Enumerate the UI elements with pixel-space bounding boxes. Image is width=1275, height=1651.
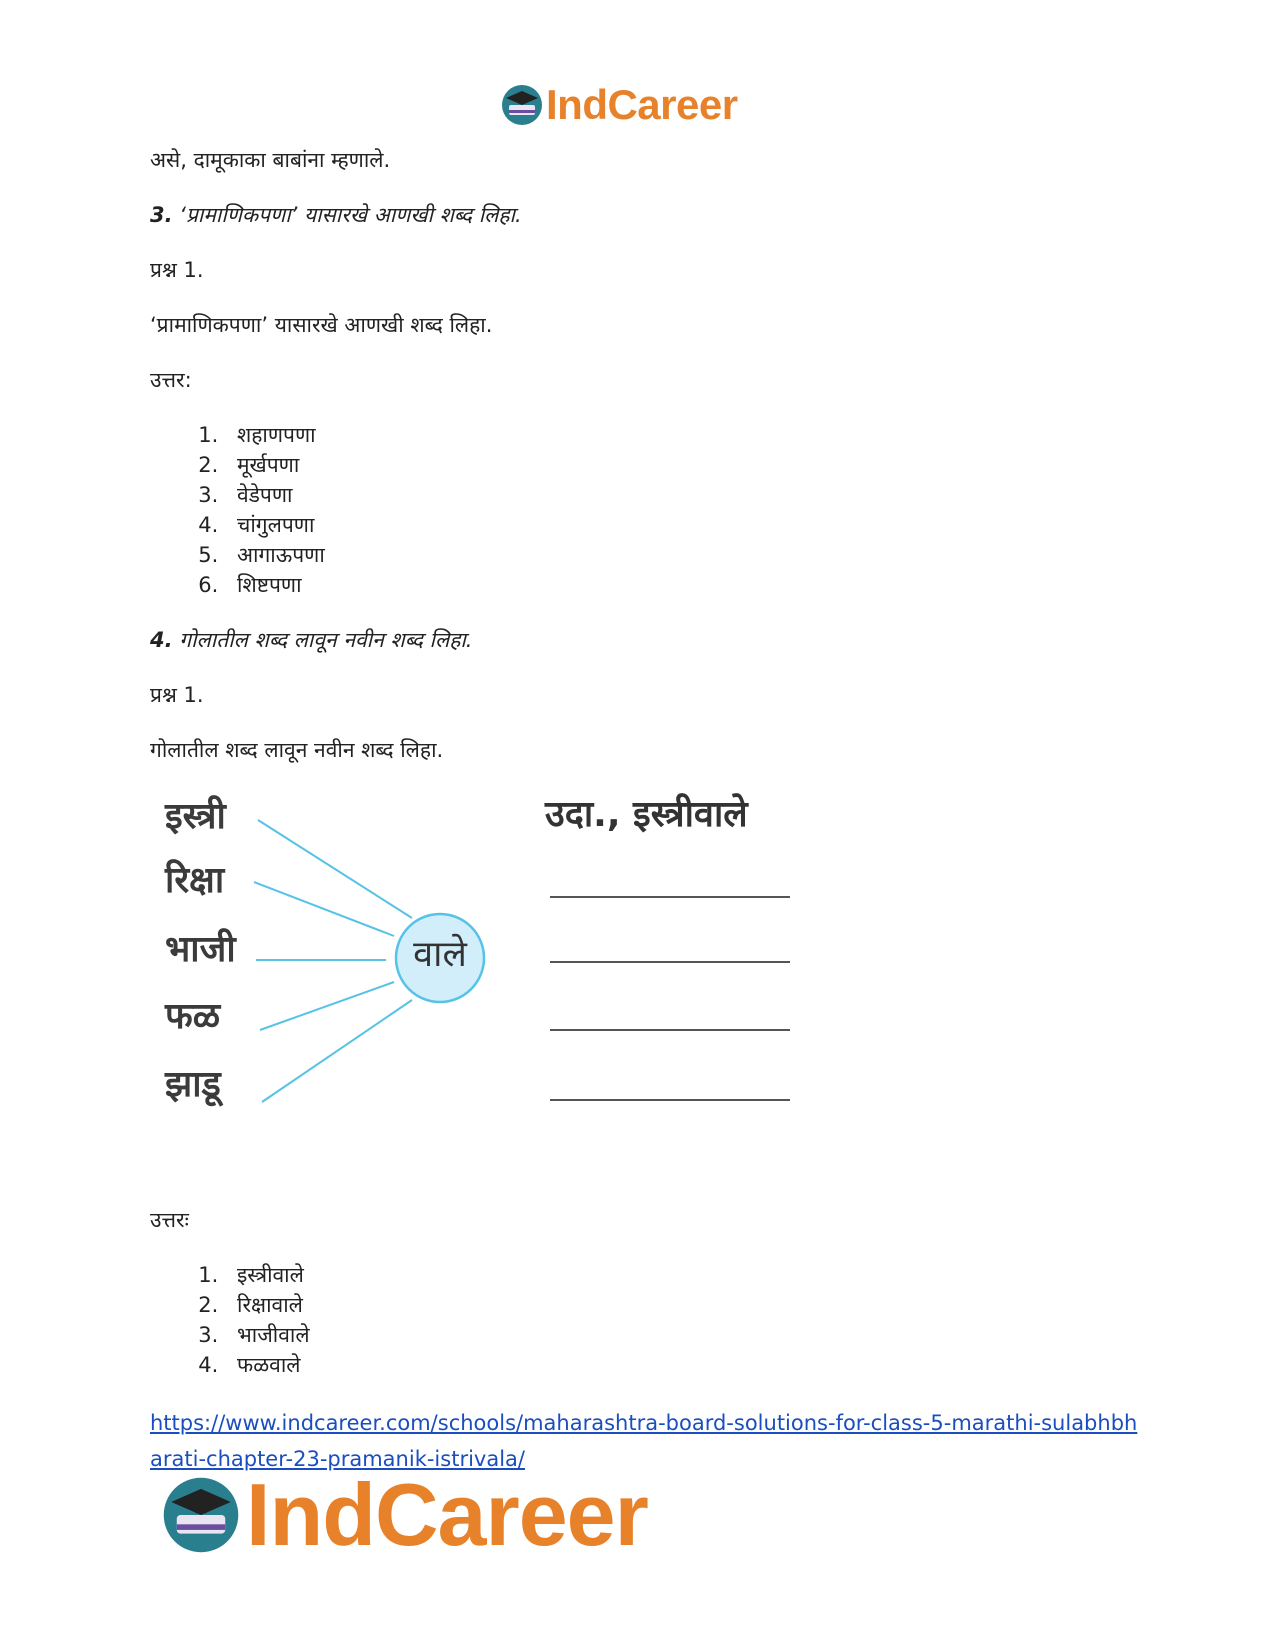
list-item: 2. रिक्षावाले xyxy=(225,1290,1150,1320)
section-3-question-label: प्रश्न 1. xyxy=(150,258,204,282)
list-item: 5. आगाऊपणा xyxy=(225,540,1150,570)
list-item: 1. शहाणपणा xyxy=(225,420,1150,450)
graduation-book-icon xyxy=(160,1474,242,1556)
list-item: 2. मूर्खपणा xyxy=(225,450,1150,480)
list-item: 4. फळवाले xyxy=(225,1350,1150,1380)
section-3-answer-list xyxy=(150,420,1150,600)
section-4-heading: 4. गोलातील शब्द लावून नवीन शब्द लिहा. xyxy=(150,628,473,652)
diagram-word: फळ xyxy=(165,996,221,1037)
list-item: 4. चांगुलपणा xyxy=(225,510,1150,540)
diagram-word: रिक्षा xyxy=(165,860,225,901)
diagram-word: इस्त्री xyxy=(165,796,226,837)
list-item: 3. वेडेपणा xyxy=(225,480,1150,510)
brand-wordmark: IndCareer xyxy=(546,81,738,128)
section-3-question: ‘प्रामाणिकपणा’ यासारखे आणखी शब्द लिहा. xyxy=(150,313,493,337)
section-4-question: गोलातील शब्द लावून नवीन शब्द लिहा. xyxy=(150,738,444,762)
diagram-lines xyxy=(150,790,830,1150)
indcareer-logo-top xyxy=(500,80,738,130)
diagram-center-word: वाले xyxy=(413,934,467,975)
section-3-answer-label: उत्तर: xyxy=(150,368,192,392)
section-4-question-label: प्रश्न 1. xyxy=(150,683,204,707)
brand-wordmark: IndCareer xyxy=(246,1465,648,1564)
list-item: 3. भाजीवाले xyxy=(225,1320,1150,1350)
section-3-heading: 3. ‘प्रामाणिकपणा’ यासारखे आणखी शब्द लिहा. xyxy=(150,203,522,227)
list-item: 1. इस्त्रीवाले xyxy=(225,1260,1150,1290)
graduation-book-icon xyxy=(500,83,544,127)
section-4-answer-list xyxy=(150,1260,1150,1380)
diagram-example: उदा., इस्त्रीवाले xyxy=(545,794,748,835)
intro-line: असे, दामूकाका बाबांना म्हणाले. xyxy=(150,148,391,172)
indcareer-logo-bottom xyxy=(160,1465,648,1564)
page-content xyxy=(150,145,1150,1477)
diagram-word: भाजी xyxy=(165,929,236,970)
word-circle-diagram xyxy=(150,790,830,1150)
section-4-answer-label: उत्तरः xyxy=(150,1208,189,1232)
diagram-word: झाडू xyxy=(165,1064,221,1105)
list-item: 6. शिष्टपणा xyxy=(225,570,1150,600)
source-link[interactable]: https://www.indcareer.com/schools/maharashtra-board-solutions-for-class-5-marathi-sulabhbharati-chapter-23-pramanik-istrivala/ xyxy=(150,1411,1138,1471)
